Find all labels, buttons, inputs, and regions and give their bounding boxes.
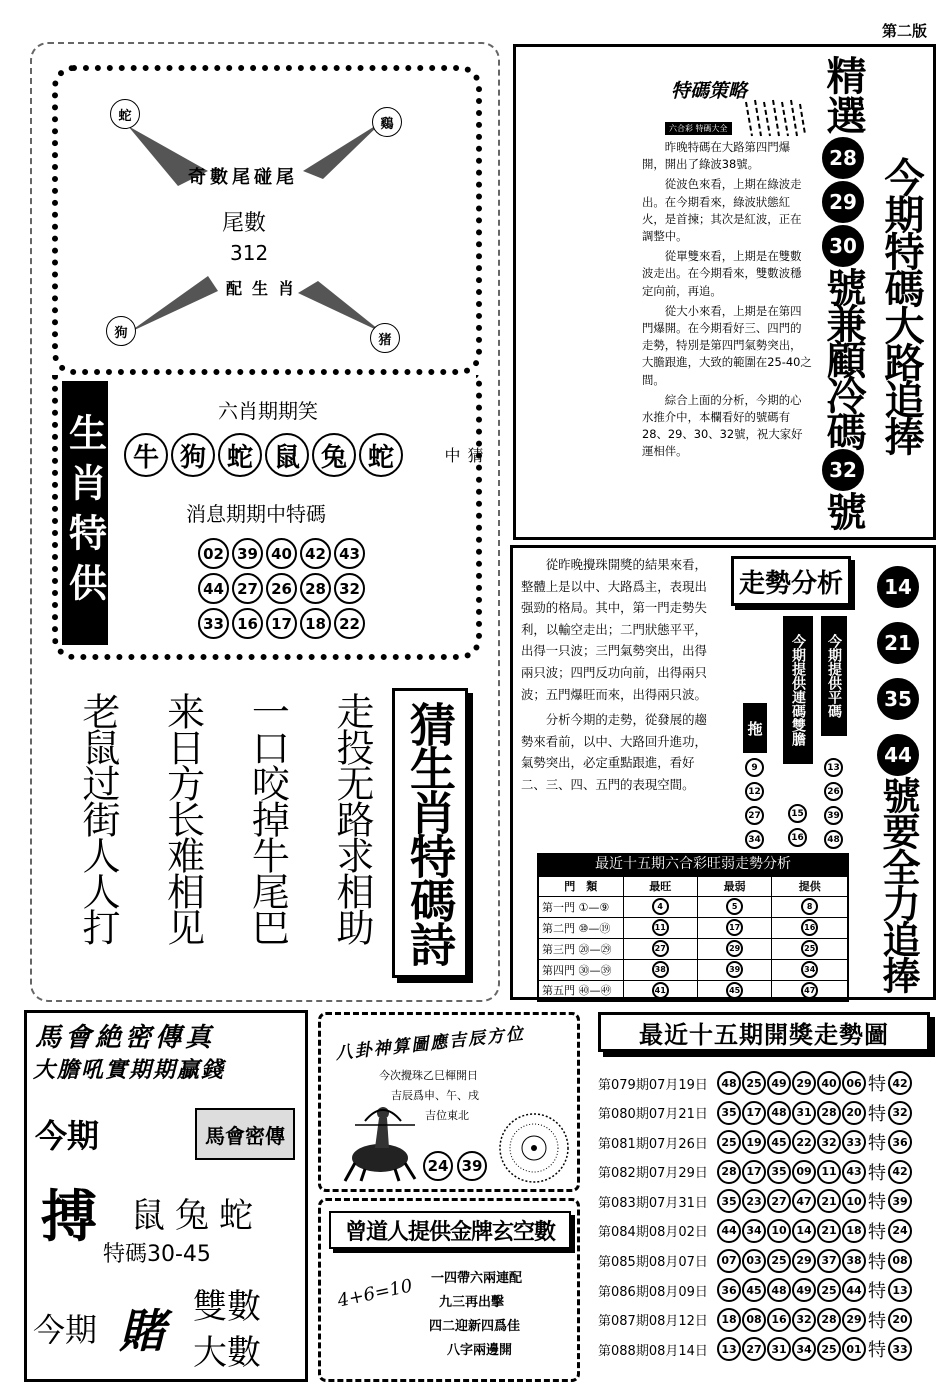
history-title: 最近十五期開獎走勢圖	[598, 1012, 930, 1052]
history-row	[598, 1188, 938, 1214]
history-number-ball: 49	[767, 1071, 791, 1095]
big-suffix: 號要全力追捧	[876, 776, 920, 992]
door-number-ball: 34	[801, 961, 818, 978]
history-special-ball: 33	[888, 1337, 912, 1361]
history-number-ball: 33	[842, 1130, 866, 1154]
strategy-logo	[651, 72, 816, 147]
history-number-ball: 28	[817, 1101, 841, 1125]
gold-panel	[318, 1198, 580, 1382]
strategy-logo-text: 特碼策略	[671, 80, 748, 102]
trend-number-ball: 48	[824, 830, 843, 849]
edition-label: 第二版	[882, 22, 928, 40]
zodiac-number-ball: 17	[266, 608, 297, 639]
history-special-label: 特	[868, 1192, 886, 1214]
history-row	[598, 1277, 938, 1303]
door-cell	[697, 896, 771, 917]
trend-number-ball: 12	[745, 782, 764, 801]
history-number-ball: 44	[842, 1278, 866, 1302]
strategy-panel	[513, 44, 936, 540]
pick-number: 32	[822, 449, 864, 491]
door-cell	[772, 959, 848, 980]
zodiac-animal: 狗	[171, 433, 215, 477]
trend-number-ball: 16	[788, 828, 807, 847]
tail-box	[52, 65, 482, 375]
horse-fax-special: 特碼30-45	[103, 1242, 211, 1267]
history-issue: 第087期08月12日	[598, 1314, 708, 1330]
history-issue: 第080期07月21日	[598, 1107, 708, 1123]
door-number-ball: 45	[726, 982, 743, 999]
history-special-label: 特	[868, 1162, 886, 1184]
zodiac-number-ball: 02	[198, 538, 229, 569]
history-number-ball: 38	[842, 1249, 866, 1273]
gold-line: 八字兩邊開	[447, 1343, 513, 1358]
door-number-ball: 25	[801, 940, 818, 957]
history-issue: 第079期07月19日	[598, 1077, 708, 1093]
door-number-ball: 47	[801, 982, 818, 999]
bagua-number-ball: 39	[457, 1151, 487, 1181]
big-numbers	[877, 566, 921, 776]
zodiac-animal: 蛇	[218, 433, 262, 477]
compass-icon	[497, 1111, 571, 1185]
history-number-ball: 28	[817, 1308, 841, 1332]
poem	[75, 692, 375, 982]
history-row	[598, 1159, 938, 1185]
horse-fax-gamble: 賭	[119, 1304, 165, 1358]
history-number-ball: 29	[792, 1071, 816, 1095]
history-special-ball: 13	[888, 1278, 912, 1302]
history-special-label: 特	[868, 1251, 886, 1273]
horse-fax-today: 今期	[35, 1117, 100, 1155]
history-issue: 第084期08月02日	[598, 1225, 708, 1241]
history-number-ball: 28	[717, 1160, 741, 1184]
door-cell	[623, 959, 697, 980]
zodiac-number-ball: 40	[266, 538, 297, 569]
history-number-ball: 25	[767, 1249, 791, 1273]
zodiac-side-note: 猜 中	[442, 447, 484, 523]
history-special-ball: 32	[888, 1101, 912, 1125]
history-row	[598, 1218, 938, 1244]
door-header: 最旺	[623, 876, 697, 896]
door-row	[538, 938, 848, 959]
strategy-paragraph: 從大小來看，上期是在第四門爆開。在今期看好三、四門的走勢，特別是第四門氣勢突出，大膽跟進，大致的範圍在25-40之間。	[642, 303, 812, 387]
history-number-ball: 20	[842, 1101, 866, 1125]
door-header: 門 類	[538, 876, 623, 896]
big-number-ball: 14	[877, 566, 919, 608]
door-cell	[623, 980, 697, 1001]
horse-fax-bet-animals: 鼠兔蛇	[131, 1196, 263, 1236]
poem-line: 老鼠过街人人打	[76, 692, 120, 944]
history-number-ball: 18	[717, 1308, 741, 1332]
history-number-ball: 49	[792, 1278, 816, 1302]
history-number-ball: 48	[767, 1101, 791, 1125]
trend-number-ball: 34	[745, 830, 764, 849]
trend-number-ball: 15	[788, 804, 807, 823]
zodiac-number-ball: 44	[198, 573, 229, 604]
history-special-ball: 20	[888, 1308, 912, 1332]
door-cell	[772, 938, 848, 959]
bagua-line1: 今次攪珠乙巳楎開日	[379, 1069, 478, 1082]
door-label: 第四門 ㉚—㊴	[538, 959, 623, 980]
history-row	[598, 1248, 938, 1274]
history-number-ball: 01	[842, 1337, 866, 1361]
horse-fax-panel	[24, 1010, 308, 1382]
history-number-ball: 10	[767, 1219, 791, 1243]
trend-paragraph: 從昨晚攪珠開獎的結果來看，整體上是以中、大路爲主，表現出强勁的格局。其中，第一門走勢失利，以輸空走出；二門狀態平平，出得一只波；三門氣勢突出，出得兩只波；四門反功向前，出得兩只波；五門爆旺而來，出得兩只波。	[521, 557, 707, 702]
history-special-label: 特	[868, 1221, 886, 1243]
animal-rooster: 鷄	[372, 107, 402, 137]
zodiac-number-ball: 26	[266, 573, 297, 604]
history-number-ball: 17	[742, 1160, 766, 1184]
big-number-ball: 21	[877, 622, 919, 664]
door-cell	[697, 959, 771, 980]
history-number-ball: 22	[792, 1130, 816, 1154]
animal-snake: 蛇	[110, 99, 140, 129]
horse-fax-today2: 今期	[33, 1311, 98, 1349]
strategy-paragraph: 從波色來看，上期在綠波走出。在今期看來，綠波狀態紅火，是首揀；其次是紅波，正在調整中。	[642, 177, 802, 244]
history-number-ball: 31	[792, 1101, 816, 1125]
history-special-ball: 39	[888, 1189, 912, 1213]
archer-illustration	[335, 1103, 425, 1183]
door-row	[538, 917, 848, 938]
tail-label: 尾數	[222, 211, 267, 236]
door-number-ball: 29	[726, 940, 743, 957]
history-special-label: 特	[868, 1133, 886, 1155]
tail-title: 奇數尾碰尾	[188, 167, 298, 188]
trend-number-ball: 27	[745, 806, 764, 825]
bagua-line2: 吉辰爲申、午、戌	[391, 1089, 479, 1102]
door-cell	[623, 938, 697, 959]
door-cell	[772, 980, 848, 1001]
history-number-ball: 16	[767, 1308, 791, 1332]
door-number-ball: 16	[801, 919, 818, 936]
door-row	[538, 896, 848, 917]
history-number-ball: 34	[792, 1337, 816, 1361]
history-number-ball: 23	[742, 1189, 766, 1213]
door-label: 第五門 ㊵—㊾	[538, 980, 623, 1001]
history-number-ball: 25	[717, 1130, 741, 1154]
strategy-paragraph: 昨晚特碼在大路第四門爆開，開出了綠波38號。	[642, 140, 791, 172]
history-number-ball: 27	[742, 1337, 766, 1361]
trend-text	[521, 554, 717, 796]
trend-col-ping: 今期提供平碼	[821, 616, 847, 736]
animal-pig: 猪	[370, 323, 400, 353]
zodiac-side-title: 生肖特供	[62, 381, 108, 645]
history-number-ball: 09	[792, 1160, 816, 1184]
history-number-ball: 08	[742, 1308, 766, 1332]
history-number-ball: 03	[742, 1249, 766, 1273]
history-number-ball: 19	[742, 1130, 766, 1154]
history-number-ball: 27	[767, 1189, 791, 1213]
history-issue: 第086期08月09日	[598, 1284, 708, 1300]
history-number-ball: 43	[842, 1160, 866, 1184]
door-number-ball: 39	[726, 961, 743, 978]
history-number-ball: 21	[817, 1219, 841, 1243]
door-row	[538, 959, 848, 980]
history-special-label: 特	[868, 1281, 886, 1303]
door-cell	[623, 917, 697, 938]
trend-panel	[510, 545, 936, 1000]
history-special-label: 特	[868, 1103, 886, 1125]
history-number-ball: 44	[717, 1219, 741, 1243]
door-label: 第二門 ⑩—⑲	[538, 917, 623, 938]
door-cell	[772, 917, 848, 938]
history-number-ball: 47	[792, 1189, 816, 1213]
history-row	[598, 1129, 938, 1155]
history-number-ball: 06	[842, 1071, 866, 1095]
door-label: 第一門 ①—⑨	[538, 896, 623, 917]
history-number-ball: 10	[842, 1189, 866, 1213]
history-special-ball: 36	[888, 1130, 912, 1154]
history-number-ball: 07	[717, 1249, 741, 1273]
tail-number: 312	[230, 241, 269, 265]
door-table-title: 最近十五期六合彩旺弱走勢分析	[537, 853, 849, 875]
door-cell	[623, 896, 697, 917]
door-number-ball: 11	[652, 919, 669, 936]
history-number-ball: 34	[742, 1219, 766, 1243]
history-number-ball: 21	[817, 1189, 841, 1213]
zodiac-number-ball: 22	[334, 608, 365, 639]
door-table	[537, 853, 849, 1002]
zodiac-number-ball: 28	[300, 573, 331, 604]
history-number-ball: 48	[767, 1278, 791, 1302]
history-number-ball: 45	[742, 1278, 766, 1302]
history-number-ball: 36	[717, 1278, 741, 1302]
pick-number: 30	[822, 225, 864, 267]
door-cell	[697, 917, 771, 938]
history-number-ball: 25	[817, 1337, 841, 1361]
horse-fax-gamble-1: 雙數	[193, 1287, 261, 1327]
bagua-line3: 吉位東北	[425, 1109, 469, 1122]
history-issue: 第088期08月14日	[598, 1343, 708, 1359]
lian-numbers	[788, 804, 808, 847]
door-number-ball: 17	[726, 919, 743, 936]
horse-fax-stamp: 馬會密傳	[195, 1108, 295, 1160]
history-number-ball: 40	[817, 1071, 841, 1095]
zodiac-number-ball: 32	[334, 573, 365, 604]
pick-mid: 號兼顧冷碼	[820, 267, 866, 447]
history-table	[598, 1070, 938, 1362]
zodiac-special-box	[52, 375, 482, 660]
zodiac-animal: 牛	[124, 433, 168, 477]
strategy-text	[642, 139, 812, 461]
history-issue: 第082期07月29日	[598, 1166, 708, 1182]
history-number-ball: 29	[792, 1249, 816, 1273]
zodiac-number-ball: 42	[300, 538, 331, 569]
zodiac-animal: 鼠	[265, 433, 309, 477]
history-number-ball: 17	[742, 1101, 766, 1125]
zodiac-animals	[124, 433, 424, 477]
gold-lines	[421, 1267, 522, 1363]
bagua-title: 八卦神算圖應吉辰方位	[334, 1024, 526, 1064]
trend-title: 走勢分析	[731, 556, 851, 606]
history-row	[598, 1070, 938, 1096]
bagua-number-ball: 24	[423, 1151, 453, 1181]
history-number-ball: 37	[817, 1249, 841, 1273]
poem-line: 走投无路求相助	[329, 692, 374, 944]
pick-number: 29	[822, 181, 864, 223]
history-number-ball: 31	[767, 1337, 791, 1361]
door-number-ball: 38	[652, 961, 669, 978]
door-number-ball: 4	[652, 898, 669, 915]
pick-number: 28	[822, 137, 864, 179]
history-number-ball: 14	[792, 1219, 816, 1243]
zodiac-number-ball: 16	[232, 608, 263, 639]
history-number-ball: 25	[742, 1071, 766, 1095]
horse-fax-gamble-2: 大數	[193, 1333, 261, 1373]
horse-fax-bet-char: 搏	[41, 1184, 97, 1250]
history-row	[598, 1336, 938, 1362]
door-number-ball: 5	[726, 898, 743, 915]
door-number-ball: 8	[801, 898, 818, 915]
tail-sub: 配生肖	[226, 279, 305, 298]
door-cell	[772, 896, 848, 917]
strategy-paragraph: 從單雙來看，上期是在雙數波走出。在今期看來，雙數波穩定向前，再追。	[642, 249, 802, 298]
history-special-ball: 08	[888, 1249, 912, 1273]
pick-suffix: 號	[820, 491, 866, 531]
zodiac-number-ball: 43	[334, 538, 365, 569]
history-number-ball: 13	[717, 1337, 741, 1361]
door-number-ball: 27	[652, 940, 669, 957]
pick-prefix: 精選	[820, 55, 866, 135]
poem-line: 一口咬掉牛尾巴	[245, 692, 290, 944]
zodiac-animal: 蛇	[359, 433, 403, 477]
rain-decoration	[741, 98, 811, 142]
zodiac-number-ball: 39	[232, 538, 263, 569]
trend-number-ball: 9	[745, 758, 764, 777]
history-issue: 第081期07月26日	[598, 1136, 708, 1152]
door-header: 提供	[772, 876, 848, 896]
history-row	[598, 1100, 938, 1126]
history-number-ball: 48	[717, 1071, 741, 1095]
poem-title: 猜生肖特碼詩	[392, 688, 468, 978]
strategy-logo-sub: 六合彩 特碼大全	[665, 122, 732, 135]
history-special-label: 特	[868, 1310, 886, 1332]
history-number-ball: 18	[842, 1219, 866, 1243]
gold-title: 曾道人提供金牌玄空數	[329, 1211, 571, 1249]
zodiac-number-ball: 18	[300, 608, 331, 639]
big-number-ball: 35	[877, 678, 919, 720]
gold-line: 九三再出擊	[439, 1295, 505, 1310]
gold-line: 一四帶六兩連配	[431, 1271, 523, 1286]
trend-number-ball: 26	[824, 782, 843, 801]
history-number-ball: 32	[792, 1308, 816, 1332]
bagua-panel	[318, 1012, 580, 1192]
strategy-paragraph: 綜合上面的分析，今期的心水推介中，本欄看好的號碼有28、29、30、32號，祝大家好運相伴。	[642, 392, 803, 459]
history-special-label: 特	[868, 1340, 886, 1362]
history-number-ball: 29	[842, 1308, 866, 1332]
door-cell	[697, 980, 771, 1001]
history-number-ball: 11	[817, 1160, 841, 1184]
history-special-ball: 24	[888, 1219, 912, 1243]
history-number-ball: 32	[817, 1130, 841, 1154]
poem-line: 来日方长难相见	[160, 692, 205, 944]
zodiac-animal: 兔	[312, 433, 356, 477]
zodiac-subline: 消息期期中特碼	[186, 502, 326, 526]
tuo-numbers	[745, 758, 765, 849]
door-cell	[697, 938, 771, 959]
history-number-ball: 35	[717, 1189, 741, 1213]
door-label: 第三門 ⑳—㉙	[538, 938, 623, 959]
gold-line: 四二迎新四爲佳	[429, 1319, 521, 1334]
history-number-ball: 35	[767, 1160, 791, 1184]
horse-fax-title: 馬會絶密傳真	[35, 1023, 216, 1053]
history-issue: 第085期08月07日	[598, 1255, 708, 1271]
zodiac-numbers	[198, 538, 368, 639]
history-number-ball: 45	[767, 1130, 791, 1154]
door-header: 最弱	[697, 876, 771, 896]
horse-fax-subtitle: 大膽吼實期期贏錢	[33, 1058, 226, 1083]
history-row	[598, 1307, 938, 1333]
history-number-ball: 25	[817, 1278, 841, 1302]
history-special-ball: 42	[888, 1160, 912, 1184]
animal-dog: 狗	[106, 316, 136, 346]
trend-col-lian: 今期提供連碼雙膽	[783, 616, 813, 764]
bagua-numbers	[423, 1151, 487, 1181]
ping-numbers	[824, 758, 844, 849]
door-row	[538, 980, 848, 1001]
gold-signature: 4+6=10	[335, 1275, 415, 1312]
big-number-ball: 44	[877, 734, 919, 776]
trend-col-tuo: 拖	[743, 703, 767, 753]
history-special-label: 特	[868, 1074, 886, 1095]
strategy-vertical-title: 今期特碼大路追捧	[878, 157, 924, 453]
strategy-picks	[818, 55, 868, 531]
history-number-ball: 35	[717, 1101, 741, 1125]
zodiac-number-ball: 33	[198, 608, 229, 639]
history-special-ball: 42	[888, 1071, 912, 1095]
trend-number-ball: 39	[824, 806, 843, 825]
history-issue: 第083期07月31日	[598, 1195, 708, 1211]
door-number-ball: 41	[652, 982, 669, 999]
trend-paragraph: 分析今期的走勢，從發展的趨勢來看前，以中、大路回升進功，氣勢突出，必定重點跟進，看好二、三、四、五門的表現空間。	[521, 712, 707, 792]
zodiac-headline: 六肖期期笑	[218, 399, 318, 423]
trend-number-ball: 13	[824, 758, 843, 777]
zodiac-number-ball: 27	[232, 573, 263, 604]
